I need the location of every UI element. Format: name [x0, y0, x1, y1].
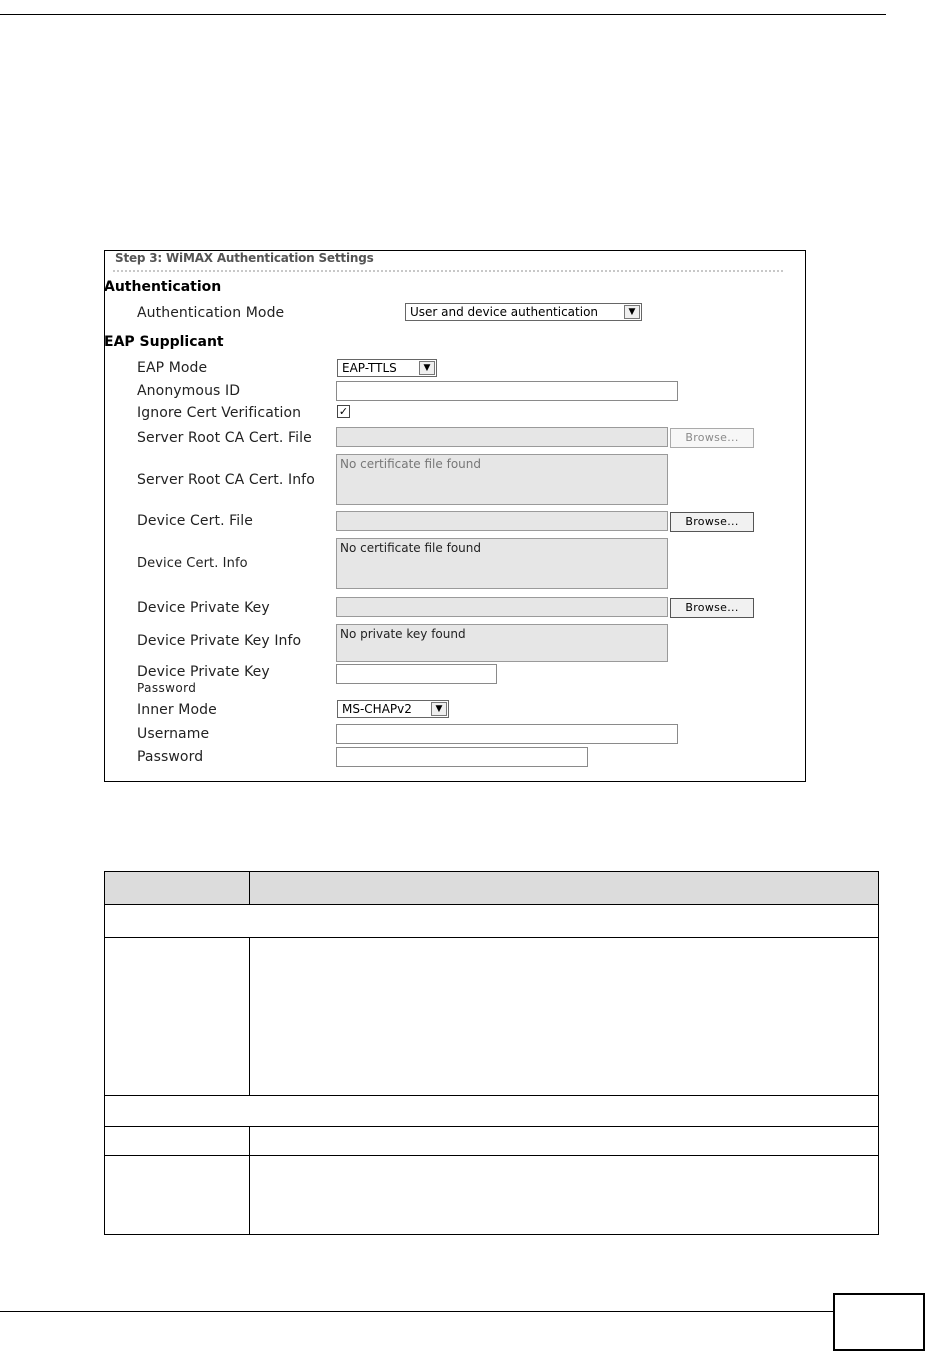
field-description-table — [104, 871, 879, 1235]
device-private-key-label: Device Private Key — [137, 600, 270, 616]
table-cell — [250, 1127, 879, 1156]
inner-mode-value: MS-CHAPv2 — [342, 702, 412, 716]
device-cert-info-box: No certificate file found — [336, 538, 668, 589]
authentication-mode-value: User and device authentication — [410, 305, 599, 319]
device-cert-browse-button[interactable]: Browse... — [670, 512, 754, 532]
device-private-key-input[interactable] — [336, 597, 668, 617]
table-cell — [250, 938, 879, 1096]
eap-mode-select[interactable] — [337, 359, 437, 377]
table-row — [105, 938, 879, 1096]
table-row — [105, 1127, 879, 1156]
inner-mode-select[interactable] — [337, 700, 449, 718]
anonymous-id-label: Anonymous ID — [137, 383, 241, 399]
header-rule — [0, 14, 886, 15]
device-key-password-label: Device Private Key — [137, 664, 270, 680]
page-number-box — [833, 1293, 925, 1351]
authentication-heading: Authentication — [104, 279, 222, 295]
device-private-key-info-label: Device Private Key Info — [137, 633, 302, 649]
footer-rule — [0, 1311, 833, 1312]
authentication-mode-label: Authentication Mode — [137, 305, 285, 321]
password-input[interactable] — [336, 747, 588, 767]
eap-supplicant-heading: EAP Supplicant — [104, 334, 224, 350]
table-header-row — [105, 872, 879, 905]
table-section-cell — [105, 1096, 879, 1127]
authentication-mode-select[interactable] — [405, 303, 642, 321]
device-private-key-browse-button[interactable]: Browse... — [670, 598, 754, 618]
table-section-row — [105, 905, 879, 938]
device-cert-file-label: Device Cert. File — [137, 513, 253, 529]
chevron-down-icon[interactable]: ▼ — [419, 361, 435, 375]
ignore-cert-checkbox[interactable] — [337, 405, 350, 418]
anonymous-id-input[interactable] — [336, 381, 678, 401]
chevron-down-icon[interactable]: ▼ — [431, 702, 447, 716]
username-label: Username — [137, 726, 210, 742]
table-cell — [105, 1127, 250, 1156]
table-cell — [105, 938, 250, 1096]
device-key-password-label-line2: Password — [137, 681, 197, 695]
table-cell — [250, 1156, 879, 1235]
device-private-key-info-box: No private key found — [336, 624, 668, 662]
ignore-cert-label: Ignore Cert Verification — [137, 405, 302, 421]
inner-mode-label: Inner Mode — [137, 702, 217, 718]
eap-mode-label: EAP Mode — [137, 360, 208, 376]
password-label: Password — [137, 749, 204, 765]
wimax-auth-settings-window — [104, 250, 806, 782]
table-row — [105, 1156, 879, 1235]
device-cert-file-input[interactable] — [336, 511, 668, 531]
server-ca-file-input[interactable] — [336, 427, 668, 447]
server-ca-browse-button[interactable]: Browse... — [670, 428, 754, 448]
table-cell — [105, 1156, 250, 1235]
server-ca-file-label: Server Root CA Cert. File — [137, 430, 312, 446]
device-cert-info-label: Device Cert. Info — [137, 556, 248, 571]
dotted-divider — [113, 270, 783, 272]
server-ca-info-label: Server Root CA Cert. Info — [137, 472, 315, 488]
step-title: Step 3: WiMAX Authentication Settings — [115, 251, 374, 265]
username-input[interactable] — [336, 724, 678, 744]
server-ca-info-box: No certificate file found — [336, 454, 668, 505]
eap-mode-value: EAP-TTLS — [342, 361, 397, 375]
table-section-row — [105, 1096, 879, 1127]
table-header-cell — [105, 872, 250, 905]
checkmark-icon: ✓ — [338, 405, 349, 418]
table-header-cell — [250, 872, 879, 905]
chevron-down-icon[interactable]: ▼ — [624, 305, 640, 319]
table-section-cell — [105, 905, 879, 938]
device-key-password-input[interactable] — [336, 664, 497, 684]
